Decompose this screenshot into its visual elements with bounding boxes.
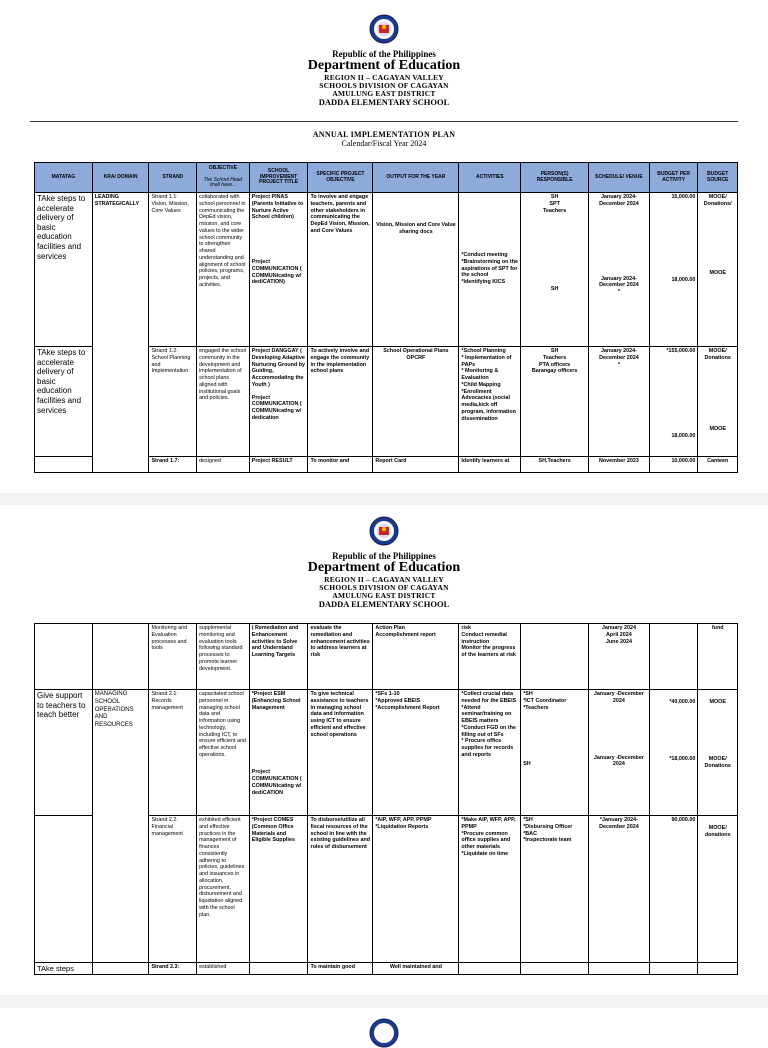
budget-cell: 90,000.00 bbox=[649, 816, 698, 963]
budget-source: MOOE/ Donations/ bbox=[703, 194, 732, 207]
plan-title: ANNUAL IMPLEMENTATION PLAN bbox=[312, 130, 456, 139]
budget-source: MOOE/ donations bbox=[704, 825, 731, 838]
output-cell: *SFs 1-10 *Approved EBEIS *Accomplishment Report bbox=[373, 690, 459, 816]
division-line: SCHOOLS DIVISION OF CAGAYAN bbox=[319, 583, 449, 592]
output-cell: Action Plan Accomplishment report bbox=[373, 624, 459, 690]
header-rule bbox=[30, 121, 738, 122]
budget-cell bbox=[649, 963, 698, 975]
schedule-cell: November 2023 bbox=[589, 457, 650, 473]
objective-cell: capacitated school personnel in managing school data and information using technology, including ICT, to ensure efficient and effective school operations. bbox=[197, 690, 250, 816]
specific-objective-cell: evaluate the remediation and enhancement activities to address learners at risk bbox=[308, 624, 373, 690]
persons-cell bbox=[521, 690, 589, 816]
col-activities: ACTIVITIES bbox=[459, 163, 521, 193]
objective-cell: collaborated with school personnel in communicating the DepEd vision, mission, and core values to the wider school community to strengthen shared understanding and alignment of school policies, programs, projects, and activities. bbox=[197, 193, 250, 347]
schedule-cell: *January 2024-December 2024 bbox=[589, 816, 650, 963]
implementation-plan-table bbox=[34, 623, 738, 975]
activities-cell bbox=[459, 193, 521, 347]
budget-source: MOOE bbox=[709, 699, 726, 705]
project-cell: *Project COMES (Common Office Materials and Eligible Supplies bbox=[249, 816, 308, 963]
strand-cell: Strand 2.3: bbox=[149, 963, 197, 975]
col-budget: BUDGET PER ACTIVITY bbox=[649, 163, 698, 193]
project-cell bbox=[249, 963, 308, 975]
project-title: Project COMMUNICATION ( COMMUNicating w/ dedication bbox=[251, 394, 302, 421]
persons-cell: *SH *Disbursing Officer *BAC *Inspectorate team bbox=[521, 816, 589, 963]
activities-cell: *Collect crucial data needed for the EBEIS *Attend seminar/training on EBEIS matters *Conduct FGD on the filling out of SFs * Procure office supplies for records and reports bbox=[459, 690, 521, 816]
table-row bbox=[35, 690, 738, 816]
persons-cell bbox=[521, 624, 589, 690]
budget-source: MOOE/ Donations bbox=[704, 348, 731, 361]
budget-cell bbox=[649, 193, 698, 347]
implementation-plan-table bbox=[34, 162, 738, 473]
deped-seal-icon bbox=[369, 516, 399, 546]
table-row bbox=[35, 193, 738, 347]
persons-cell bbox=[521, 963, 589, 975]
schedule-text: January 2024-December 2024 * bbox=[599, 275, 639, 295]
schedule-cell: January 2024-December 2024 * bbox=[589, 347, 650, 457]
specific-objective-cell: To give technical assistance to teachers in managing school data and information using ICT to ensure efficient and effective school operations bbox=[308, 690, 373, 816]
schedule-text: January 2024-December 2024 bbox=[599, 194, 639, 207]
persons-text: *SH *ICT Coordinator *Teachers bbox=[523, 691, 567, 711]
budget-cell bbox=[649, 347, 698, 457]
output-cell: Well maintained and bbox=[373, 963, 459, 975]
specific-objective-cell: To maintain good bbox=[308, 963, 373, 975]
col-persons: PERSON(S) RESPONSIBLE bbox=[521, 163, 589, 193]
activities-cell bbox=[459, 963, 521, 975]
schedule-text: January -December 2024 bbox=[593, 691, 644, 704]
deped-seal-icon bbox=[369, 1018, 399, 1048]
kra-cell bbox=[92, 963, 149, 975]
document-page-3 bbox=[0, 1008, 768, 1024]
letterhead bbox=[0, 50, 768, 107]
activities-cell: *Make AIP, WFP, APP, PPMP *Procure common office supplies and other materials *Liquidate on time bbox=[459, 816, 521, 963]
col-strand: STRAND bbox=[149, 163, 197, 193]
schedule-cell: January 2024 April 2024 June 2024 bbox=[589, 624, 650, 690]
table-header-row bbox=[35, 163, 738, 193]
strand-cell: Strand 2.2: Financial management bbox=[149, 816, 197, 963]
project-cell: Project RESULT bbox=[249, 457, 308, 473]
project-cell: ( Remediation and Enhancement activities to Solve and Understand Learning Targets bbox=[249, 624, 308, 690]
project-cell bbox=[249, 347, 308, 457]
budget-value: *18,000.00 bbox=[669, 755, 696, 762]
kra-cell: MANAGING SCHOOL OPERATIONS AND RESOURCES bbox=[92, 690, 149, 963]
source-cell bbox=[698, 816, 738, 963]
persons-text: SH bbox=[523, 761, 531, 768]
col-schedule: SCHEDULE/ VENUE bbox=[589, 163, 650, 193]
objective-cell: exhibited efficient and effective practices in the management of finances consistently adhering to policies, guidelines and issuances in allocation, procurement, disbursement and liquidation aligned with the school plan. bbox=[197, 816, 250, 963]
kra-cell: LEADING STRATEGICALLY bbox=[92, 193, 149, 473]
document-page-1 bbox=[0, 0, 768, 493]
activities-cell: *School Planning * Implementation of PAPs * Monitoring & Evaluation *Child Mapping *Enrollment Advocacies (social media,kick off program, information dissemination bbox=[459, 347, 521, 457]
col-objective bbox=[197, 163, 250, 193]
source-cell bbox=[698, 347, 738, 457]
department-line: Department of Education bbox=[307, 58, 461, 74]
output-cell: *AIP, WFP, APP, PPMP *Liquidation Reports bbox=[373, 816, 459, 963]
project-title: *Project ESM (Enhancing School Management bbox=[251, 691, 301, 711]
project-cell bbox=[249, 193, 308, 347]
matatag-cell: TAke steps to accelerate delivery of basic education facilities and services bbox=[35, 193, 93, 347]
project-title: Project PINAS (Parents Initiative to Nurture Active School children) bbox=[251, 194, 304, 221]
table-row bbox=[35, 624, 738, 690]
budget-cell: 10,000.00 bbox=[649, 457, 698, 473]
activities-cell: Identify learners at bbox=[459, 457, 521, 473]
schedule-cell bbox=[589, 963, 650, 975]
project-title: Project DANGGAY ( Developing Adaptive Nurturing Ground by Guiding, Accommodating the Youth ) bbox=[251, 348, 306, 388]
budget-source: MOOE bbox=[709, 269, 726, 276]
matatag-cell: TAke steps to accelerate delivery of basic education facilities and services bbox=[35, 347, 93, 457]
page-separator bbox=[0, 995, 768, 1008]
objective-cell: designed bbox=[197, 457, 250, 473]
output-cell: Report Card bbox=[373, 457, 459, 473]
activities-cell: risk Conduct remedial instruction Monitor the progress of the learners at risk bbox=[459, 624, 521, 690]
persons-text: SH SPT Teachers bbox=[542, 194, 567, 214]
matatag-cell bbox=[35, 816, 93, 963]
budget-value: 18,000.00 bbox=[671, 432, 696, 439]
schedule-cell bbox=[589, 690, 650, 816]
republic-line: Republic of the Philippines bbox=[332, 49, 436, 59]
division-line: SCHOOLS DIVISION OF CAGAYAN bbox=[319, 81, 449, 90]
school-line: DADDA ELEMENTARY SCHOOL bbox=[318, 598, 450, 609]
schedule-text: January -December 2024 bbox=[593, 754, 644, 768]
schedule-cell bbox=[589, 193, 650, 347]
col-specific: SPECIFIC PROJECT OBJECTIVE bbox=[308, 163, 373, 193]
deped-seal-icon bbox=[369, 14, 399, 44]
kra-cell bbox=[92, 624, 149, 690]
col-source: BUDGET SOURCE bbox=[698, 163, 738, 193]
strand-cell: Strand 1.2: School Planning and Implementation bbox=[149, 347, 197, 457]
specific-objective-cell: To disburse/utilize all fiscal resources of the school in line with the existing guidelines and rules of disbursement bbox=[308, 816, 373, 963]
budget-cell bbox=[649, 624, 698, 690]
project-title: Project COMMUNICATION ( COMMUNicating w/ dediCATION) bbox=[251, 259, 302, 286]
budget-value: 18,000.00 bbox=[671, 276, 696, 283]
activities-text: *Conduct meeting *Brainstorming on the aspirations of SPT for the school *Identifying KICS bbox=[461, 252, 519, 285]
objective-cell: engaged the school community in the development and implementation of school plans aligned with institutional goals and policies. bbox=[197, 347, 250, 457]
strand-cell: Monitoring and Evaluation processes and tools bbox=[149, 624, 197, 690]
matatag-cell bbox=[35, 624, 93, 690]
col-objective-note: The School Head shall have... bbox=[203, 176, 243, 189]
document-page-2 bbox=[0, 505, 768, 995]
matatag-cell: Give support to teachers to teach better bbox=[35, 690, 93, 816]
budget-cell bbox=[649, 690, 698, 816]
department-line: Department of Education bbox=[307, 560, 461, 576]
district-line: AMULUNG EAST DISTRICT bbox=[332, 88, 436, 98]
col-output: OUTPUT FOR THE YEAR bbox=[373, 163, 459, 193]
specific-objective-cell: To involve and engage teachers, parents and other stakeholders in communicating the DepEd Vision, Mission, and Core Values bbox=[308, 193, 373, 347]
plan-subtitle: Calendar/Fiscal Year 2024 bbox=[341, 139, 427, 148]
letterhead bbox=[0, 552, 768, 609]
table-row bbox=[35, 963, 738, 975]
project-cell bbox=[249, 690, 308, 816]
source-cell: fund bbox=[698, 624, 738, 690]
specific-objective-cell: To monitor and bbox=[308, 457, 373, 473]
persons-cell: SH Teachers PTA officers Barangay officers bbox=[521, 347, 589, 457]
region-line: REGION II – CAGAYAN VALLEY bbox=[324, 575, 444, 585]
school-line: DADDA ELEMENTARY SCHOOL bbox=[318, 96, 450, 107]
republic-line: Republic of the Philippines bbox=[332, 551, 436, 561]
col-project: SCHOOL IMPROVEMENT PROJECT TITLE bbox=[249, 163, 308, 193]
budget-source: MOOE/ Donations bbox=[704, 755, 731, 769]
region-line: REGION II – CAGAYAN VALLEY bbox=[324, 73, 444, 83]
page-separator bbox=[0, 493, 768, 505]
budget-value: *40,000.00 bbox=[669, 699, 696, 705]
persons-text: SH bbox=[550, 286, 559, 293]
objective-cell: supplemental monitoring and evaluation tools following standard processes to promote learner development. bbox=[197, 624, 250, 690]
strand-cell: Strand 1.7: bbox=[149, 457, 197, 473]
persons-cell bbox=[521, 193, 589, 347]
budget-value: *155,000.00 bbox=[666, 348, 696, 354]
output-cell bbox=[373, 193, 459, 347]
matatag-cell bbox=[35, 457, 93, 473]
source-cell bbox=[698, 690, 738, 816]
output-cell: School Operational Plans OPCRF bbox=[373, 347, 459, 457]
col-matatag: MATATAG bbox=[35, 163, 93, 193]
project-title: Project COMMUNICATION ( COMMUNicating w/ dediCATION bbox=[251, 769, 302, 796]
output-text: Vision, Mission and Core Value sharing docs bbox=[376, 222, 456, 235]
source-cell bbox=[698, 963, 738, 975]
strand-cell: Strand 1.1: Vision, Mission, Core Values bbox=[149, 193, 197, 347]
budget-source: MOOE bbox=[709, 425, 726, 432]
plan-title-block bbox=[0, 130, 768, 148]
budget-value: 15,000.00 bbox=[671, 194, 696, 200]
specific-objective-cell: To actively involve and engage the community in the implementation school plans bbox=[308, 347, 373, 457]
objective-cell: established bbox=[197, 963, 250, 975]
matatag-cell: TAke steps bbox=[35, 963, 93, 975]
source-cell bbox=[698, 193, 738, 347]
strand-cell: Strand 2.1: Records management bbox=[149, 690, 197, 816]
col-objective-label: OBJECTIVE bbox=[208, 164, 238, 171]
district-line: AMULUNG EAST DISTRICT bbox=[332, 590, 436, 600]
col-kra: KRA/ DOMAIN bbox=[92, 163, 149, 193]
source-cell: Canteen bbox=[698, 457, 738, 473]
persons-cell: SH,Teachers bbox=[521, 457, 589, 473]
